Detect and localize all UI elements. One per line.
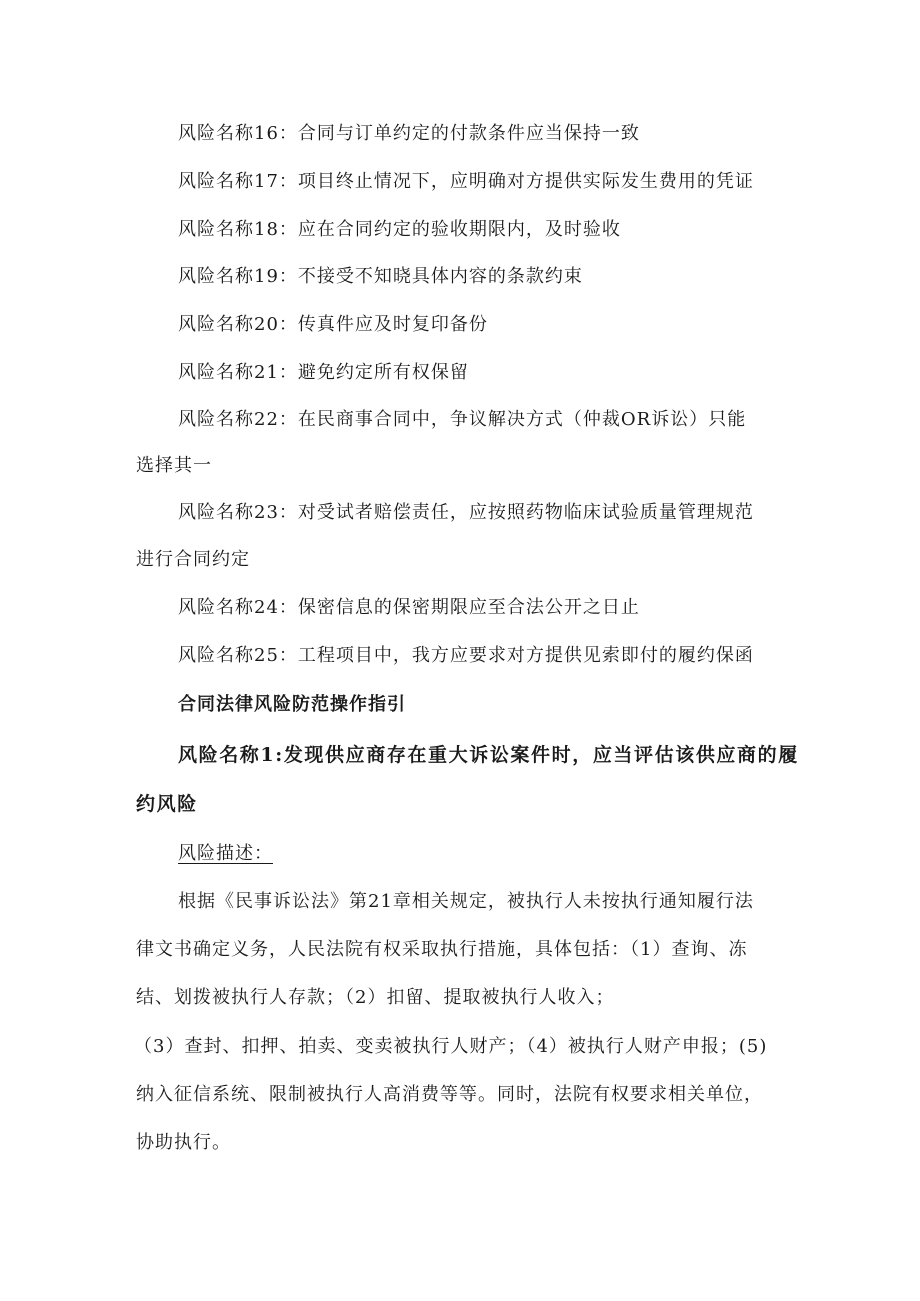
risk-item-18: 风险名称18：应在合同约定的验收期限内，及时验收	[178, 219, 621, 240]
description-line-1: 根据《民事诉讼法》第21章相关规定，被执行人未按执行通知履行法	[178, 891, 754, 912]
risk-item-22-continued: 选择其一	[136, 455, 212, 476]
risk-1-title-continued: 约风险	[136, 793, 198, 815]
risk-item-21: 风险名称21：避免约定所有权保留	[178, 362, 469, 383]
description-line-2: 律文书确定义务，人民法院有权采取执行措施，具体包括：（1）查询、冻	[136, 939, 748, 960]
risk-item-23-continued: 进行合同约定	[136, 549, 250, 570]
risk-item-25: 风险名称25：工程项目中，我方应要求对方提供见索即付的履约保函	[178, 645, 754, 666]
description-line-6: 协助执行。	[136, 1132, 231, 1153]
risk-item-22: 风险名称22：在民商事合同中，争议解决方式（仲裁OR诉讼）只能	[178, 409, 747, 430]
risk-item-24: 风险名称24：保密信息的保密期限应至合法公开之日止	[178, 597, 640, 618]
risk-item-16: 风险名称16：合同与订单约定的付款条件应当保持一致	[178, 123, 640, 144]
risk-item-17: 风险名称17：项目终止情况下，应明确对方提供实际发生费用的凭证	[178, 171, 754, 192]
description-line-5: 纳入征信系统、限制被执行人高消费等等。同时，法院有权要求相关单位，	[136, 1084, 763, 1105]
risk-description-label: 风险描述：	[178, 843, 273, 864]
description-line-4: （3）查封、扣押、拍卖、变卖被执行人财产；（4）被执行人财产申报；(5)	[134, 1036, 768, 1057]
risk-item-23: 风险名称23：对受试者赔偿责任，应按照药物临床试验质量管理规范	[178, 502, 754, 523]
description-line-3: 结、划拨被执行人存款；（2）扣留、提取被执行人收入；	[136, 987, 615, 1008]
risk-item-20: 风险名称20：传真件应及时复印备份	[178, 314, 488, 335]
risk-item-19: 风险名称19：不接受不知晓具体内容的条款约束	[178, 266, 583, 287]
risk-1-title: 风险名称1:发现供应商存在重大诉讼案件时，应当评估该供应商的履	[178, 744, 799, 766]
guide-title: 合同法律风险防范操作指引	[178, 694, 406, 715]
